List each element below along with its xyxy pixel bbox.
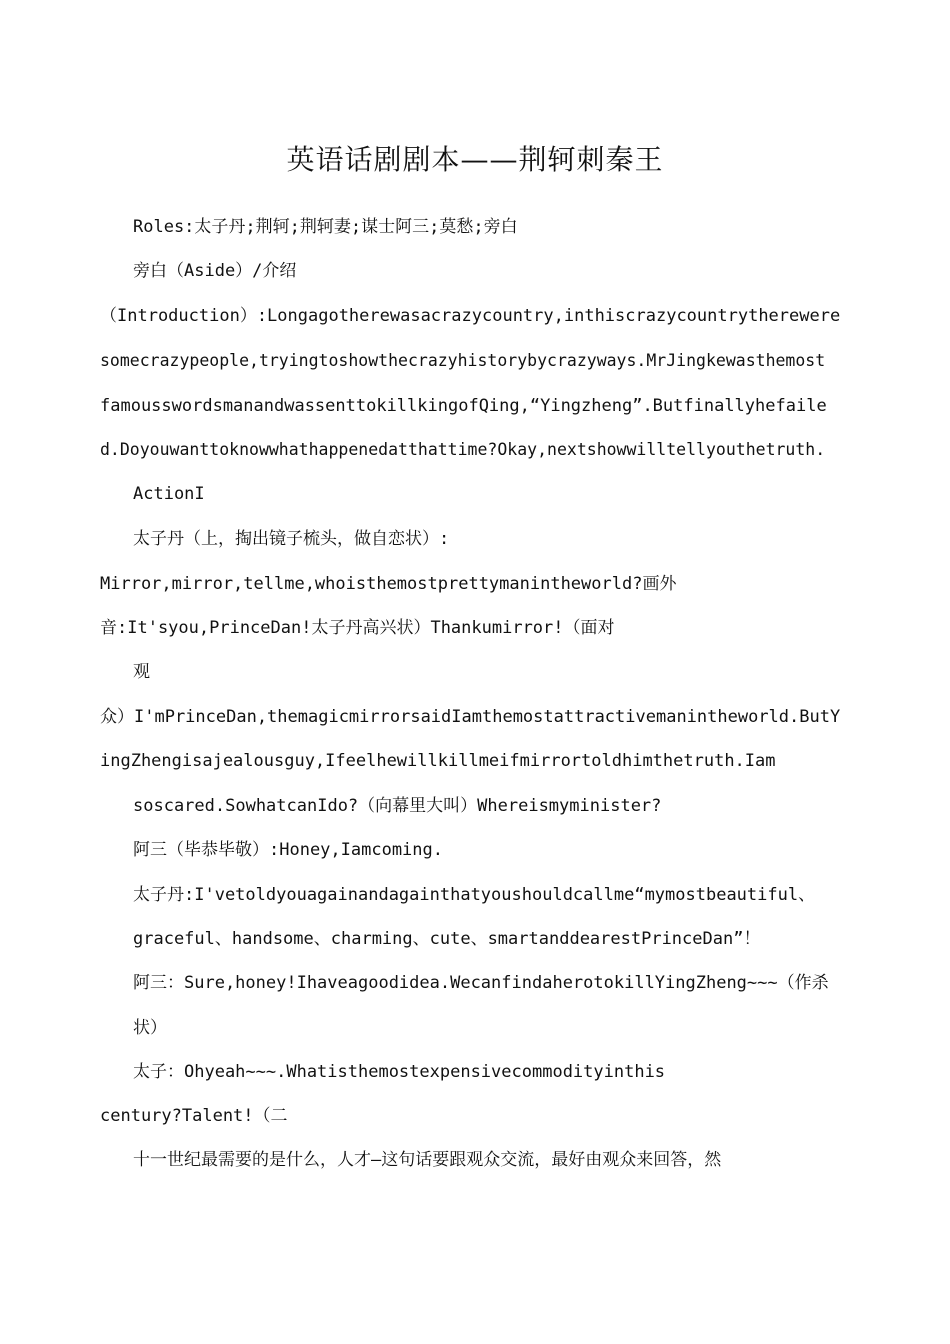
paragraph-line: 太子丹（上，掏出镜子梳头，做自恋状）: [133,529,450,549]
paragraph-line: 状） [133,1018,167,1038]
paragraph-line: somecrazypeople,tryingtoshowthecrazyhistorybycrazyways.MrJingkewasthemost [100,351,826,370]
paragraph-line: graceful、handsome、charming、cute、smartanddearestPrinceDan”！ [133,929,761,949]
paragraph-line: d.Doyouwanttoknowwhathappenedatthattime?Okay,nextshowwilltellyouthetruth. [100,440,826,459]
paragraph-line: Mirror,mirror,tellme,whoisthemostprettymanintheworld?画外 [100,574,677,594]
paragraph-line: century?Talent!（二 [100,1106,288,1126]
paragraph-line: famousswordsmanandwassenttokillkingofQing,“Yingzheng”.Butfinallyhefaile [100,396,827,416]
paragraph-line: 太子丹:I'vetoldyouagainandagainthatyoushouldcallme“mymostbeautiful、 [133,885,816,905]
paragraph-line: soscared.SowhatcanIdo?（向幕里大叫）Whereismyminister? [133,796,662,816]
paragraph-line: ingZhengisajealousguy,Ifeelhewillkillmeifmirrortoldhimthetruth.Iam [100,751,776,771]
paragraph-line: 阿三（毕恭毕敬）:Honey,Iamcoming. [133,840,443,860]
paragraph-line: 阿三：Sure,honey!Ihaveagoodidea.WecanfindaherotokillYingZheng~~~（作杀 [133,973,829,993]
paragraph-line: 众）I'mPrinceDan,themagicmirrorsaidIamthemostattractivemanintheworld.ButY [100,707,841,727]
paragraph-line: 十一世纪最需要的是什么，人才—这句话要跟观众交流，最好由观众来回答，然 [133,1150,722,1170]
aside-heading: 旁白（Aside）/介绍 [133,261,297,281]
paragraph-line: 观 [133,662,150,682]
action-heading: ActionI [133,484,205,504]
paragraph-line: 太子：Ohyeah~~~.Whatisthemostexpensivecommodityinthis [133,1062,666,1082]
paragraph-line: 音:It'syou,PrinceDan!太子丹高兴状）Thankumirror!（面对 [100,618,615,638]
document-title: 英语话剧剧本——荆轲刺秦王 [286,143,664,176]
roles-line: Roles:太子丹;荆轲;荆轲妻;谋士阿三;莫愁;旁白 [133,217,518,237]
paragraph-line: （Introduction）:Longagotherewasacrazycountry,inthiscrazycountrytherewere [100,306,841,326]
